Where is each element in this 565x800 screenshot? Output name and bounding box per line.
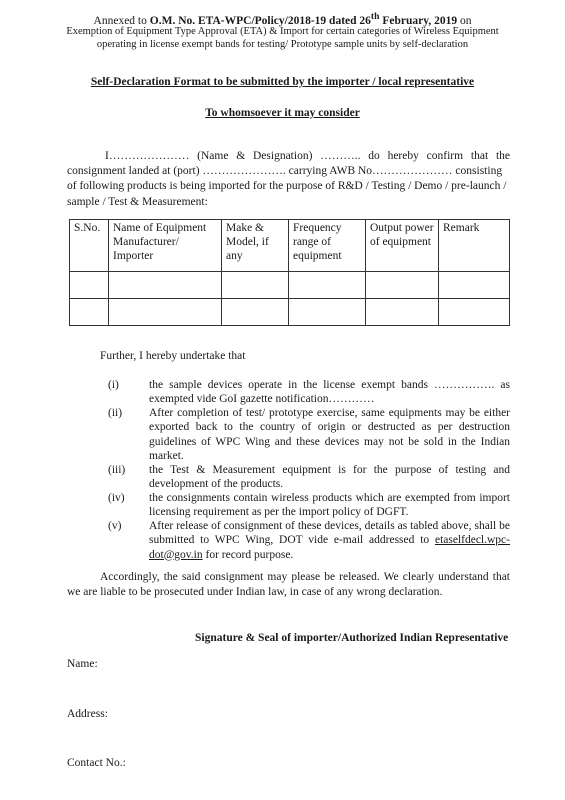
further-statement: Further, I hereby undertake that	[100, 350, 246, 362]
table-cell[interactable]	[439, 299, 510, 326]
undertaking-number: (v)	[108, 520, 122, 532]
undertaking-text: After completion of test/ prototype exercise, same equipments may be either exported back to the country of origin or destructed as per destruction guidelines of WPC Wing and these devices may not be sold in the Indian market.	[149, 407, 510, 462]
column-header-frequency: Frequency range of equipment	[289, 220, 366, 272]
header-date: February, 2019	[379, 14, 458, 27]
name-field-label: Name:	[67, 658, 98, 670]
table-cell[interactable]	[70, 299, 109, 326]
undertaking-text: the consignments contain wireless products which are exempted from import licensing requirement as per the import policy of DGFT.	[149, 492, 510, 519]
address-field-label: Address:	[67, 708, 108, 720]
document-title: Self-Declaration Format to be submitted by the importer / local representative	[90, 76, 475, 88]
document-subtitle: To whomsoever it may consider	[205, 107, 360, 119]
table-cell[interactable]	[222, 272, 289, 299]
undertaking-number: (iii)	[108, 464, 126, 476]
undertaking-text: the sample devices operate in the license exempt bands ……………. as exempted vide GoI gazette notification…………	[149, 379, 510, 406]
undertaking-text: the Test & Measurement equipment is for the purpose of testing and development of the products.	[149, 464, 510, 491]
table-cell[interactable]	[366, 272, 439, 299]
column-header-equipment-name: Name of Equipment Manufacturer/ Importer	[109, 220, 222, 272]
undertaking-number: (iv)	[108, 492, 125, 504]
table-row	[70, 272, 510, 299]
header-line-2: Exemption of Equipment Type Approval (ETA) & Import for certain categories of Wireless Equipment	[66, 26, 499, 37]
table-cell[interactable]	[289, 299, 366, 326]
declaration-line: sample / Test & Measurement:	[67, 195, 208, 208]
column-header-sno: S.No.	[70, 220, 109, 272]
table-header-row	[70, 220, 510, 272]
table-cell[interactable]	[109, 299, 222, 326]
undertaking-number: (i)	[108, 379, 119, 391]
closing-paragraph: Accordingly, the said consignment may please be released. We clearly understand that we are liable to be prosecuted under Indian law, in case of any wrong declaration.	[67, 571, 510, 598]
table-cell[interactable]	[439, 272, 510, 299]
table-cell[interactable]	[289, 272, 366, 299]
header-line-1	[0, 11, 565, 27]
header-date-superscript: th	[370, 11, 380, 22]
equipment-table	[69, 219, 510, 326]
undertaking-text-part: for record purpose.	[202, 548, 294, 561]
header-suffix: on	[457, 14, 472, 27]
table-cell[interactable]	[366, 299, 439, 326]
signature-label: Signature & Seal of importer/Authorized Indian Representative	[195, 632, 509, 644]
table-cell[interactable]	[222, 299, 289, 326]
declaration-line: of following products is being imported for the purpose of R&D / Testing / Demo / pre-launch /	[67, 180, 507, 193]
declaration-line: I………………… (Name & Designation) ……….. do hereby confirm that the	[105, 150, 510, 162]
header-prefix: Annexed to	[93, 14, 150, 27]
header-om-number: O.M. No. ETA-WPC/Policy/2018-19 dated 26	[149, 14, 371, 27]
email-link[interactable]: etaselfdecl.wpc-dot@gov.in	[149, 534, 510, 561]
undertaking-text	[149, 519, 510, 562]
column-header-output-power: Output power of equipment	[366, 220, 439, 272]
declaration-line: consignment landed at (port) …………………. carrying AWB No………………… consisting	[67, 165, 503, 178]
declaration-paragraph	[67, 149, 510, 210]
undertaking-number: (ii)	[108, 407, 123, 419]
header-line-3: operating in license exempt bands for testing/ Prototype sample units by self-declaration	[96, 39, 469, 50]
undertaking-text-part: After release of consignment of these devices, details as tabled above, shall be submitted to WPC Wing, DOT vide e-mail addressed to	[149, 520, 510, 547]
table-cell[interactable]	[109, 272, 222, 299]
column-header-remark: Remark	[439, 220, 510, 272]
table-cell[interactable]	[70, 272, 109, 299]
column-header-make-model: Make & Model, if any	[222, 220, 289, 272]
contact-field-label: Contact No.:	[67, 757, 126, 769]
table-row	[70, 299, 510, 326]
